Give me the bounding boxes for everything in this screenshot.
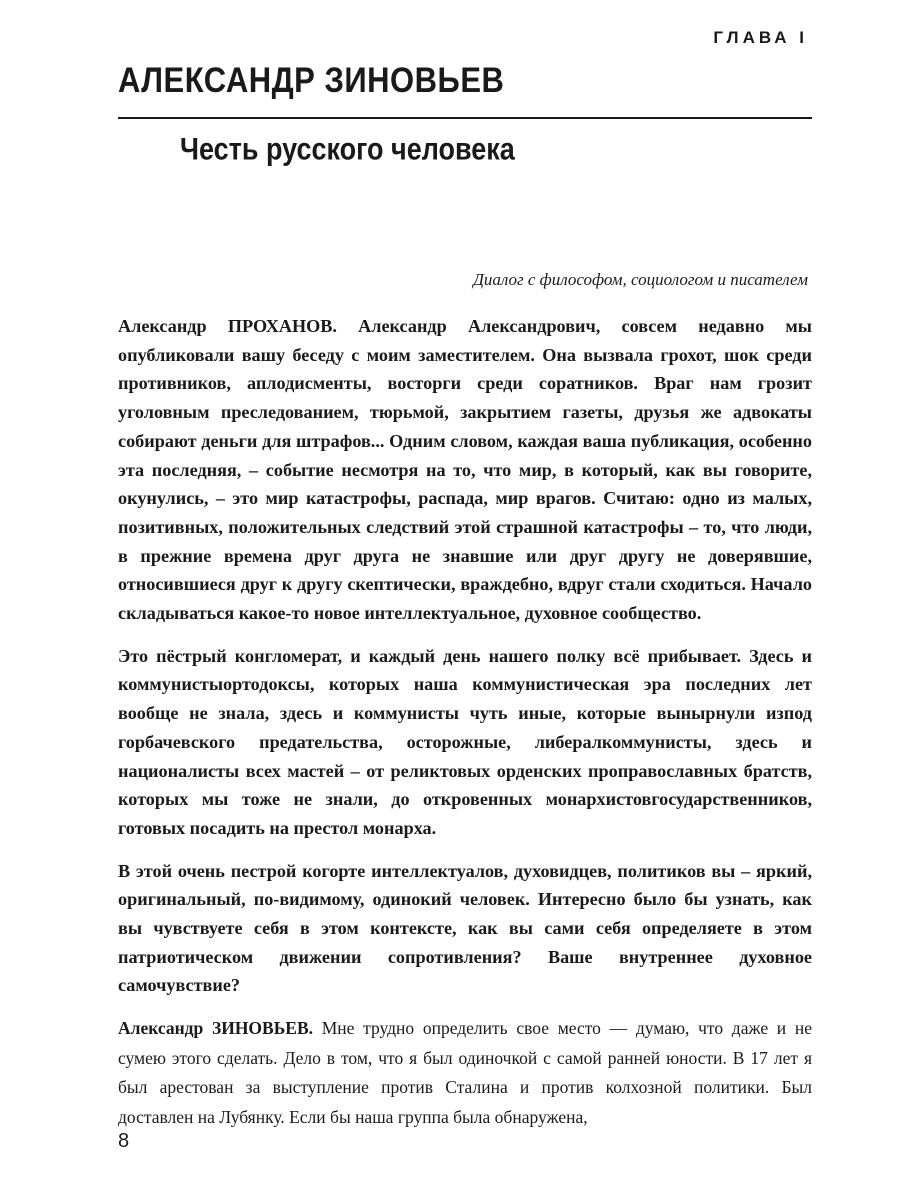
- paragraph-question: В этой очень пестрой когорте интеллектуалов, духовидцев, политиков вы – яркий, оригинальный, по-видимому, одинокий человек. Интересно было бы узнать, как вы чувствуете себя в этом контексте, как вы сами себя определяете в этом патриотическом движении сопротивления? Ваше внутреннее духовное самочувствие?: [118, 860, 812, 996]
- paragraph-conglomerate: Это пёстрый конгломерат, и каждый день нашего полку всё прибывает. Здесь и коммунистыортодоксы, которых наша коммунистическая эра последних лет вообще не знала, здесь и коммунисты чуть иные, которые вынырнули изпод горбачевского предательства, осторожные, либералкоммунисты, здесь и националисты всех мастей – от реликтовых орденских проправославных братств, которых мы тоже не знали, до откровенных монархистовгосударственников, готовых посадить на престол монарха.: [118, 645, 812, 838]
- article-subtitle: Диалог с философом, социологом и писателем: [473, 270, 808, 289]
- author-heading: АЛЕКСАНДР ЗИНОВЬЕВ: [118, 60, 505, 101]
- article-title: Честь русского человека: [180, 132, 515, 167]
- article-body: [118, 312, 812, 1146]
- paragraph-zinoviev-answer: [118, 1014, 812, 1132]
- answer-text: Мне трудно определить свое место — думаю, что даже и не сумею этого сделать. Дело в том, что я был одиночкой с самой ранней юности. В 17 лет я был арестован за выступление против Сталина и против колхозной политики. Был доставлен на Лубянку. Если бы наша группа была обнаружена,: [118, 1018, 812, 1127]
- speaker-name: Александр ЗИНОВЬЕВ.: [118, 1018, 314, 1039]
- paragraph-prokhanov-intro: Александр ПРОХАНОВ. Александр Александрович, совсем недавно мы опубликовали вашу беседу с моим заместителем. Она вызвала грохот, шок среди противников, аплодисменты, восторги среди соратников. Враг нам грозит уголовным преследованием, тюрьмой, закрытием газеты, друзья же адвокаты собирают деньги для штрафов... Одним словом, каждая ваша публикация, особенно эта последняя, – событие несмотря на то, что мир, в который, как вы говорите, окунулись, – это мир катастрофы, распада, мир врагов. Считаю: одно из малых, позитивных, положительных следствий этой страшной катастрофы – то, что люди, в прежние времена друг друга не знавшие или друг другу не доверявшие, относившиеся друг к другу скептически, враждебно, вдруг стали сходиться. Начало складываться какое-то новое интеллектуальное, духовное сообщество.: [118, 316, 812, 624]
- chapter-label: ГЛАВА I: [713, 28, 808, 47]
- page-number: 8: [118, 1130, 130, 1152]
- heading-divider: [118, 117, 812, 119]
